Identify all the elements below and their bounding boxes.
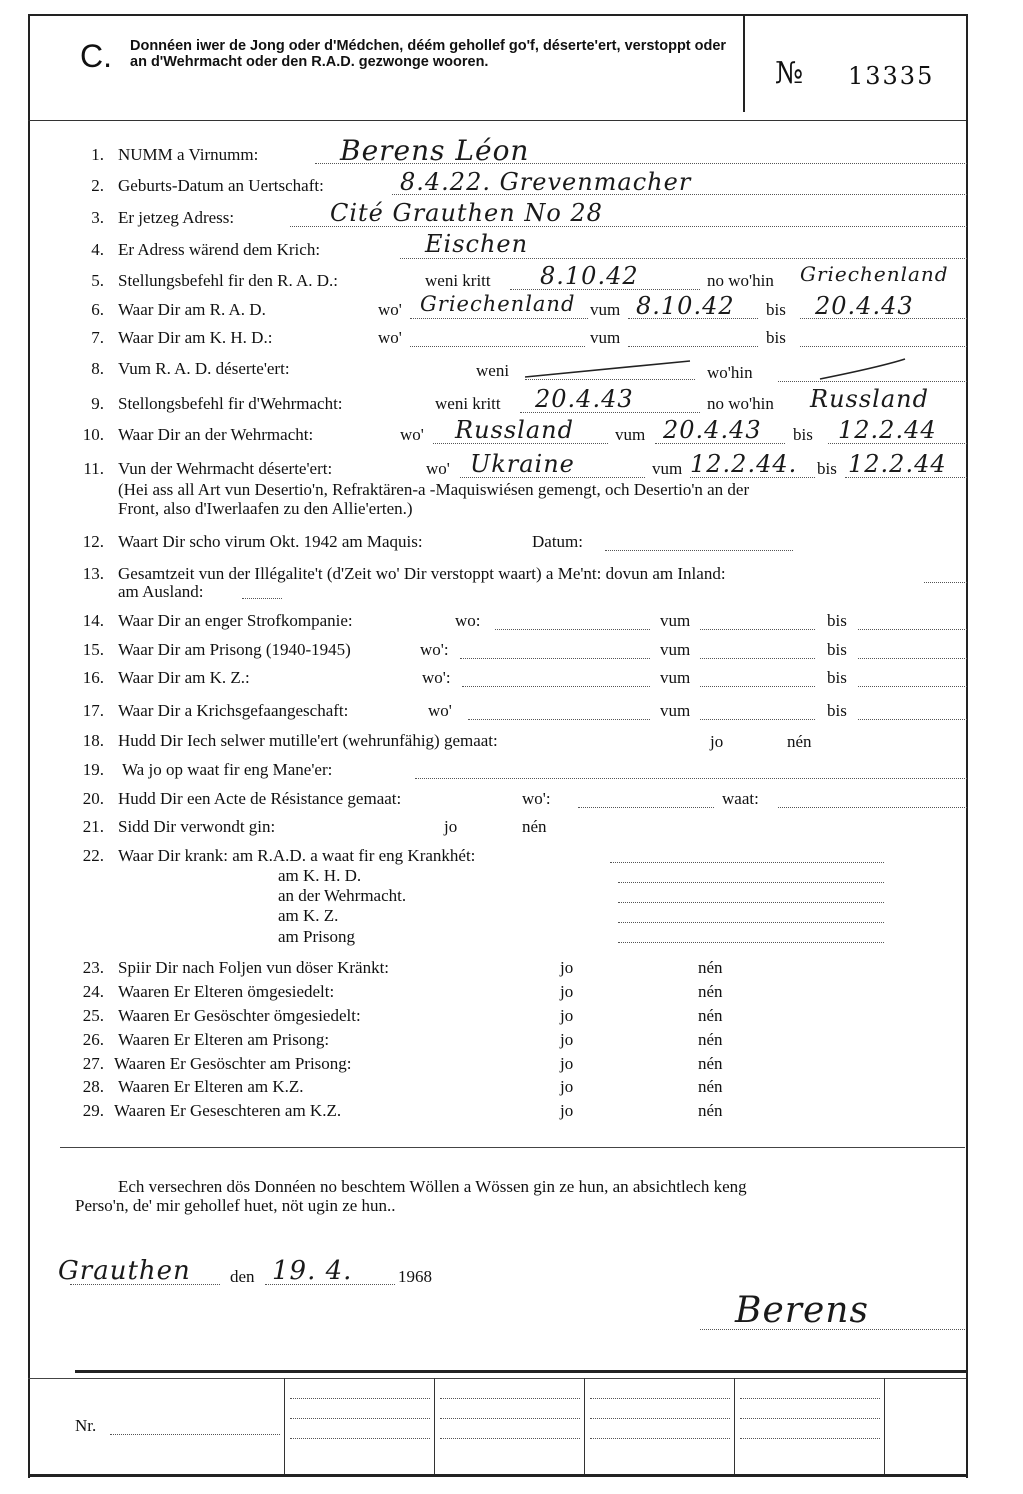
footer-col-3 <box>584 1378 585 1474</box>
q20-waat-line <box>778 807 967 808</box>
q23-jo: jo <box>560 958 574 977</box>
q13-label: Gesamtzeit vun der Illégalite't (d'Zeit wo' Dir verstoppt waart) a Me'nt: dovun am Inland: <box>118 564 726 583</box>
q4-label: Er Adress wärend dem Krich: <box>118 240 321 259</box>
q3-number: 3. <box>91 208 104 227</box>
q18-number: 18. <box>82 731 104 750</box>
q10-vum-answer: 20.4.43 <box>663 416 762 444</box>
frame-top-line <box>28 14 966 16</box>
q16-number: 16. <box>82 668 104 687</box>
q7-vum-line <box>628 346 758 347</box>
q7-wo-line <box>410 346 585 347</box>
q9-weni-label: weni kritt <box>435 394 501 413</box>
q16-vum-line <box>700 686 815 687</box>
q25-jo: jo <box>560 1006 574 1025</box>
frame-left-line <box>28 14 30 1478</box>
footer-dots-4c <box>740 1438 880 1439</box>
q14-wo-line <box>495 629 650 630</box>
footer-dots-3c <box>590 1438 730 1439</box>
footer-dots-3a <box>590 1398 730 1399</box>
q22-sub-wehrmacht: an der Wehrmacht. <box>278 886 407 905</box>
q22-sub-kz: am K. Z. <box>278 906 339 925</box>
q24-number: 24. <box>82 982 104 1001</box>
q6-label: Waar Dir am R. A. D. <box>118 300 266 319</box>
q1-label: NUMM a Virnumm: <box>118 145 259 164</box>
q26-nen: nén <box>698 1030 723 1049</box>
q16-vum-label: vum <box>660 668 691 687</box>
q25-nen: nén <box>698 1006 723 1025</box>
q9-label: Stellongsbefehl fir d'Wehrmacht: <box>118 394 343 413</box>
q11-label: Vun der Wehrmacht déserte'ert: <box>118 459 333 478</box>
q13-inland-line <box>924 582 967 583</box>
q20-waat-label: waat: <box>722 789 759 808</box>
q8-weni-label: weni <box>476 361 510 380</box>
q6-bis-answer: 20.4.43 <box>815 292 914 320</box>
q22-label: Waar Dir krank: am R.A.D. a waat fir eng Krankhét: <box>118 846 476 865</box>
q4-line <box>400 258 967 259</box>
footer-dots-4b <box>740 1418 880 1419</box>
q11-note-line1: (Hei ass all Art vun Desertio'n, Refraktären-a -Maquiswiésen gemengt, och Desertio'n an der <box>118 480 750 499</box>
footer-nr-label: Nr. <box>75 1416 97 1435</box>
q15-wo-label: wo': <box>420 640 449 659</box>
number-sign: № <box>775 56 804 91</box>
signature-line <box>700 1329 965 1330</box>
q16-wo-label: wo': <box>422 668 451 687</box>
q11-vum-answer: 12.2.44. <box>690 450 798 478</box>
q9-wohin-answer: Russland <box>810 385 929 413</box>
q17-number: 17. <box>82 701 104 720</box>
header-divider <box>743 14 745 112</box>
q12-number: 12. <box>82 532 104 551</box>
q10-bis-answer: 12.2.44 <box>838 416 937 444</box>
q11-bis-answer: 12.2.44 <box>848 450 947 478</box>
q19-label: Wa jo op waat fir eng Mane'er: <box>122 760 333 779</box>
q6-vum-label: vum <box>590 300 621 319</box>
footer-nr-line <box>110 1434 280 1435</box>
q20-wo-line <box>578 807 714 808</box>
q18-jo: jo <box>710 732 724 751</box>
footer-dots-2c <box>440 1438 580 1439</box>
q25-number: 25. <box>82 1006 104 1025</box>
q15-label: Waar Dir am Prisong (1940-1945) <box>118 640 351 659</box>
q11-bis-label: bis <box>817 459 837 478</box>
q22-sub-prisong: am Prisong <box>278 927 355 946</box>
q22-line-wehrmacht <box>618 902 884 903</box>
q10-label: Waar Dir an der Wehrmacht: <box>118 425 314 444</box>
q7-label: Waar Dir am K. H. D.: <box>118 328 273 347</box>
footer-dots-1b <box>290 1418 430 1419</box>
q28-jo: jo <box>560 1077 574 1096</box>
q21-label: Sidd Dir verwondt gin: <box>118 817 276 836</box>
q14-bis-label: bis <box>827 611 847 630</box>
footer-dots-1c <box>290 1438 430 1439</box>
q9-number: 9. <box>91 394 104 413</box>
q22-line-khd <box>618 882 884 883</box>
q10-bis-label: bis <box>793 425 813 444</box>
q16-wo-line <box>462 686 650 687</box>
q15-bis-label: bis <box>827 640 847 659</box>
q5-label: Stellungsbefehl fir den R. A. D.: <box>118 271 339 290</box>
footer-col-2 <box>434 1378 435 1474</box>
q21-nen: nén <box>522 817 547 836</box>
footer-rule-top <box>75 1370 966 1373</box>
q8-label: Vum R. A. D. déserte'ert: <box>118 359 290 378</box>
q28-nen: nén <box>698 1077 723 1096</box>
form-number: 13335 <box>848 62 935 90</box>
q12-datum-label: Datum: <box>532 532 583 551</box>
q11-wo-label: wo' <box>426 459 450 478</box>
q13-ausland-line <box>242 598 282 599</box>
q15-vum-line <box>700 658 815 659</box>
frame-right-line <box>966 14 968 1478</box>
q1-answer: Berens Léon <box>340 134 530 167</box>
q7-vum-label: vum <box>590 328 621 347</box>
q14-vum-line <box>700 629 815 630</box>
q22-line-rad <box>610 862 884 863</box>
q19-number: 19. <box>82 760 104 779</box>
q10-wo-label: wo' <box>400 425 424 444</box>
q9-weni-answer: 20.4.43 <box>535 385 634 413</box>
q6-bis-label: bis <box>766 300 786 319</box>
q17-bis-line <box>858 719 967 720</box>
q15-bis-line <box>858 658 967 659</box>
q2-label: Geburts-Datum an Uertschaft: <box>118 176 324 195</box>
q13-number: 13. <box>82 564 104 583</box>
q18-label: Hudd Dir Iech selwer mutille'ert (wehrunfähig) gemaat: <box>118 731 498 750</box>
q23-label: Spiir Dir nach Foljen vun döser Kränkt: <box>118 958 390 977</box>
q5-wohin-answer: Griechenland <box>800 262 949 286</box>
q27-label: Waaren Er Gesöschter am Prisong: <box>114 1054 352 1073</box>
q15-wo-line <box>460 658 650 659</box>
q17-wo-label: wo' <box>428 701 452 720</box>
q29-label: Waaren Er Geseschteren am K.Z. <box>114 1101 342 1120</box>
footer-col-5 <box>884 1378 885 1474</box>
q13-ausland-label: am Ausland: <box>118 582 204 601</box>
q27-nen: nén <box>698 1054 723 1073</box>
q11-vum-label: vum <box>652 459 683 478</box>
q7-number: 7. <box>91 328 104 347</box>
q25-label: Waaren Er Gesöschter ömgesiedelt: <box>118 1006 361 1025</box>
q17-vum-label: vum <box>660 701 691 720</box>
q10-number: 10. <box>82 425 104 444</box>
footer-dots-3b <box>590 1418 730 1419</box>
q7-bis-label: bis <box>766 328 786 347</box>
q15-vum-label: vum <box>660 640 691 659</box>
q12-label: Waart Dir scho virum Okt. 1942 am Maquis: <box>118 532 423 551</box>
q1-number: 1. <box>91 145 104 164</box>
header-bottom-rule <box>28 120 966 121</box>
q24-jo: jo <box>560 982 574 1001</box>
declaration-line1: Ech versechren dös Donnéen no beschtem Wöllen a Wössen gin ze hun, an absichtlech keng <box>118 1177 747 1196</box>
q22-line-prisong <box>618 942 884 943</box>
q8-wohin-label: wo'hin <box>707 363 753 382</box>
den-label: den <box>230 1267 255 1286</box>
q5-number: 5. <box>91 271 104 290</box>
frame-bottom-line <box>28 1474 968 1477</box>
q16-bis-line <box>858 686 967 687</box>
q11-note-line2: Front, also d'Iwerlaafen zu den Allie'erten.) <box>118 499 413 518</box>
q14-vum-label: vum <box>660 611 691 630</box>
q10-vum-label: vum <box>615 425 646 444</box>
q10-wo-answer: Russland <box>455 416 574 444</box>
q28-number: 28. <box>82 1077 104 1096</box>
signature-date: 19. 4. <box>272 1256 353 1286</box>
q3-label: Er jetzeg Adress: <box>118 208 235 227</box>
q24-label: Waaren Er Elteren ömgesiedelt: <box>118 982 335 1001</box>
q27-number: 27. <box>82 1054 104 1073</box>
q8-number: 8. <box>91 359 104 378</box>
q2-number: 2. <box>91 176 104 195</box>
section-header: Donnéen iwer de Jong oder d'Médchen, déém gehollef go'f, déserte'ert, verstoppt oder an d'Wehrmacht oder den R.A.D. gezwonge wooren. <box>130 38 727 70</box>
footer-rule-inner <box>28 1378 966 1379</box>
q14-label: Waar Dir an enger Strofkompanie: <box>118 611 353 630</box>
q9-wohin-label: no wo'hin <box>707 394 774 413</box>
signature-name: Berens <box>735 1290 869 1331</box>
q26-jo: jo <box>560 1030 574 1049</box>
q21-number: 21. <box>82 817 104 836</box>
q6-vum-answer: 8.10.42 <box>636 292 735 320</box>
signature-place: Grauthen <box>58 1256 191 1286</box>
q16-bis-label: bis <box>827 668 847 687</box>
place-line <box>70 1284 220 1285</box>
q20-number: 20. <box>82 789 104 808</box>
q21-jo: jo <box>444 817 458 836</box>
q22-number: 22. <box>82 846 104 865</box>
footer-dots-1a <box>290 1398 430 1399</box>
q16-label: Waar Dir am K. Z.: <box>118 668 250 687</box>
q23-nen: nén <box>698 958 723 977</box>
q15-number: 15. <box>82 640 104 659</box>
q4-answer: Eischen <box>425 230 529 258</box>
q11-wo-answer: Ukraine <box>470 450 575 478</box>
q29-jo: jo <box>560 1101 574 1120</box>
q14-bis-line <box>858 629 967 630</box>
q6-wo-line <box>410 318 588 319</box>
q24-nen: nén <box>698 982 723 1001</box>
footer-col-1 <box>284 1378 285 1474</box>
q22-line-kz <box>618 922 884 923</box>
q7-wo-label: wo' <box>378 328 402 347</box>
q22-sub-khd: am K. H. D. <box>278 866 362 885</box>
q6-wo-label: wo' <box>378 300 402 319</box>
q5-wohin-label: no wo'hin <box>707 271 774 290</box>
declaration-line2: Perso'n, de' mir gehollef huet, nöt ugin ze hun.. <box>75 1196 396 1215</box>
q28-label: Waaren Er Elteren am K.Z. <box>118 1077 304 1096</box>
q23-number: 23. <box>82 958 104 977</box>
q17-vum-line <box>700 719 815 720</box>
q3-answer: Cité Grauthen No 28 <box>330 199 603 227</box>
q26-number: 26. <box>82 1030 104 1049</box>
q19-line <box>415 778 967 779</box>
q20-wo-label: wo': <box>522 789 551 808</box>
q2-answer: 8.4.22. Grevenmacher <box>400 168 692 196</box>
q14-number: 14. <box>82 611 104 630</box>
q6-number: 6. <box>91 300 104 319</box>
q5-weni-answer: 8.10.42 <box>540 262 639 290</box>
q12-datum-line <box>605 550 793 551</box>
q29-number: 29. <box>82 1101 104 1120</box>
q5-weni-label: weni kritt <box>425 271 491 290</box>
q14-wo-label: wo: <box>455 611 481 630</box>
q20-label: Hudd Dir een Acte de Résistance gemaat: <box>118 789 402 808</box>
q17-label: Waar Dir a Krichsgefaangeschaft: <box>118 701 349 720</box>
declaration-rule <box>60 1147 965 1148</box>
q17-wo-line <box>468 719 650 720</box>
q26-label: Waaren Er Elteren am Prisong: <box>118 1030 330 1049</box>
signature-year: 1968 <box>398 1267 432 1286</box>
q29-nen: nén <box>698 1101 723 1120</box>
footer-dots-4a <box>740 1398 880 1399</box>
q18-nen: nén <box>787 732 812 751</box>
q8-strike-marks <box>520 355 980 385</box>
footer-col-4 <box>734 1378 735 1474</box>
section-letter: C. <box>80 38 112 74</box>
q11-number: 11. <box>83 459 104 478</box>
q6-wo-answer: Griechenland <box>420 292 576 316</box>
q27-jo: jo <box>560 1054 574 1073</box>
footer-dots-2b <box>440 1418 580 1419</box>
q4-number: 4. <box>91 240 104 259</box>
footer-dots-2a <box>440 1398 580 1399</box>
q7-bis-line <box>800 346 967 347</box>
q17-bis-label: bis <box>827 701 847 720</box>
